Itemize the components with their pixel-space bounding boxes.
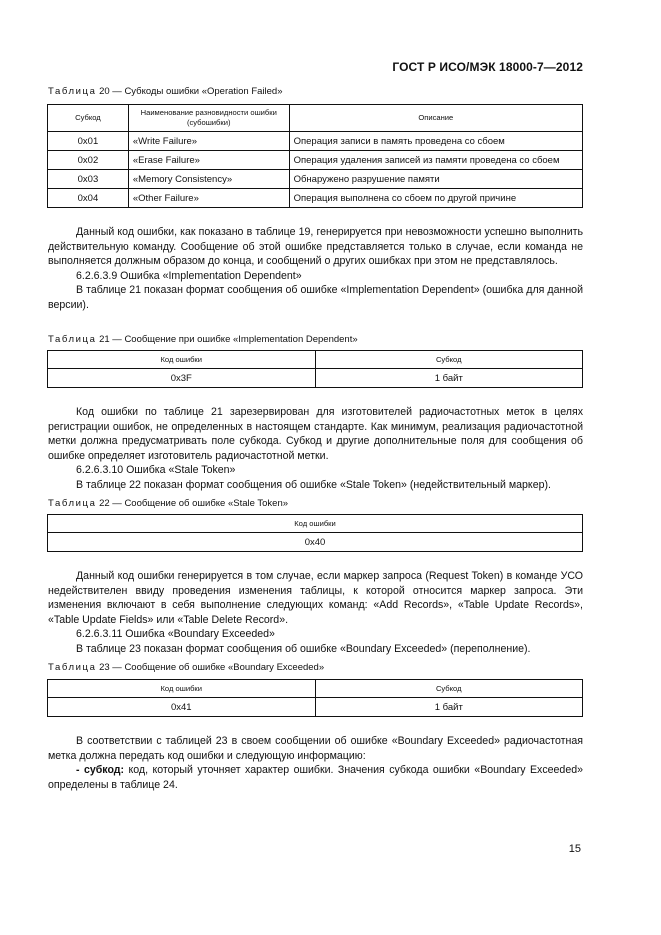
- bullet-item: [48, 763, 583, 792]
- col-header-error-code: Код ошибки: [48, 680, 316, 698]
- col-header-subcode: Субкод: [315, 680, 583, 698]
- cell-description: Обнаружено разрушение памяти: [289, 170, 582, 189]
- cell-name: «Write Failure»: [128, 132, 289, 151]
- cell-subcode: 0x01: [48, 132, 129, 151]
- table-row: [48, 132, 583, 151]
- cell-error-code: 0x41: [48, 698, 316, 717]
- table-row: [48, 698, 583, 717]
- cell-name: «Erase Failure»: [128, 151, 289, 170]
- table-header-row: [48, 680, 583, 698]
- body-text: В таблице 22 показан формат сообщения об ошибке «Stale Token» (недействительный маркер).: [76, 478, 551, 491]
- cell-subcode: 0x04: [48, 189, 129, 208]
- caption-text: 20 — Субкоды ошибки «Operation Failed»: [96, 86, 283, 97]
- table-header-row: [48, 351, 583, 369]
- paragraph-implementation-dependent: [48, 405, 583, 493]
- bullet-term: - субкод:: [76, 764, 125, 777]
- col-header-error-code: Код ошибки: [48, 351, 316, 369]
- caption-text: 22 — Сообщение об ошибке «Stale Token»: [96, 498, 289, 509]
- table-21-caption: [48, 334, 358, 345]
- table-row: [48, 369, 583, 388]
- table-label: Таблица: [48, 662, 97, 673]
- section-heading: 6.2.6.3.11 Ошибка «Boundary Exceeded»: [76, 628, 275, 641]
- cell-subcode: 0x03: [48, 170, 129, 189]
- caption-text: 23 — Сообщение об ошибке «Boundary Exceeded»: [96, 662, 325, 673]
- body-text: В соответствии с таблицей 23 в своем сообщении об ошибке «Boundary Exceeded» радиочастотная метка должна передать код ошибки и следующую информацию:: [48, 735, 583, 762]
- cell-name: «Other Failure»: [128, 189, 289, 208]
- bullet-text: код, который уточняет характер ошибки. Значения субкода ошибки «Boundary Exceeded» определены в таблице 24.: [48, 764, 584, 791]
- cell-description: Операция удаления записей из памяти проведена со сбоем: [289, 151, 582, 170]
- table-22: [47, 514, 583, 552]
- table-header-row: [48, 515, 583, 533]
- table-row: [48, 189, 583, 208]
- body-text: Код ошибки по таблице 21 зарезервирован для изготовителей радиочастотных меток в целях регистрации ошибок, не определенных в настоящем стандарте. Как минимум, реализация радиочастотной метки должна предусматривать поле субкода. Субкод и другие дополнительные поля для сообщения об ошибке определяет изготовитель радиочастотной метки.: [48, 406, 583, 462]
- table-23-caption: [48, 662, 324, 673]
- body-text: В таблице 23 показан формат сообщения об ошибке «Boundary Exceeded» (переполнение).: [76, 642, 531, 655]
- table-row: [48, 151, 583, 170]
- table-row: [48, 533, 583, 552]
- cell-subcode: 0x02: [48, 151, 129, 170]
- section-heading: 6.2.6.3.10 Ошибка «Stale Token»: [76, 464, 236, 477]
- cell-subcode: 1 байт: [315, 698, 583, 717]
- section-heading: 6.2.6.3.9 Ошибка «Implementation Dependent»: [76, 269, 302, 282]
- table-label: Таблица: [48, 334, 97, 345]
- cell-description: Операция выполнена со сбоем по другой причине: [289, 189, 582, 208]
- cell-error-code: 0x40: [48, 533, 583, 552]
- body-text: Данный код ошибки, как показано в таблице 19, генерируется при невозможности успешно выполнить действительную команду. Сообщение об этой ошибке представляется только в случае, если команда не выполняется должным образом до конца, и сообщений о других ошибках при этом не представлялось.: [48, 226, 583, 268]
- page-number: 15: [568, 843, 581, 855]
- table-20: [47, 104, 583, 208]
- cell-error-code: 0x3F: [48, 369, 316, 388]
- document-header: ГОСТ Р ИСО/МЭК 18000-7—2012: [392, 60, 583, 74]
- col-header-error-code: Код ошибки: [48, 515, 583, 533]
- cell-name: «Memory Consistency»: [128, 170, 289, 189]
- table-row: [48, 170, 583, 189]
- table-20-caption: [48, 86, 283, 97]
- paragraph-operation-failed: [48, 225, 583, 313]
- table-21: [47, 350, 583, 388]
- table-23: [47, 679, 583, 717]
- col-header-subcode: Субкод: [315, 351, 583, 369]
- body-text: Данный код ошибки генерируется в том случае, если маркер запроса (Request Token) в команде УСО недействителен ввиду проведения изменения таблицы, к которой относится маркер запроса. Эти изменения включают в себя выполнение следующих команд: «Add Records», «Table Update Records», «Table Update Fields» или «Table Delete Record».: [48, 570, 583, 626]
- caption-text: 21 — Сообщение при ошибке «Implementation Dependent»: [96, 334, 358, 345]
- table-label: Таблица: [48, 86, 97, 97]
- paragraph-boundary-exceeded: [48, 734, 583, 792]
- cell-subcode: 1 байт: [315, 369, 583, 388]
- col-header-subname: Наименование разновидности ошибки (субошибки): [128, 105, 289, 132]
- col-header-description: Описание: [289, 105, 582, 132]
- table-header-row: [48, 105, 583, 132]
- cell-description: Операция записи в память проведена со сбоем: [289, 132, 582, 151]
- col-header-subcode: Субкод: [48, 105, 129, 132]
- table-22-caption: [48, 498, 288, 509]
- body-text: В таблице 21 показан формат сообщения об ошибке «Implementation Dependent» (ошибка для данной версии).: [48, 284, 583, 311]
- paragraph-stale-token: [48, 569, 583, 657]
- table-label: Таблица: [48, 498, 97, 509]
